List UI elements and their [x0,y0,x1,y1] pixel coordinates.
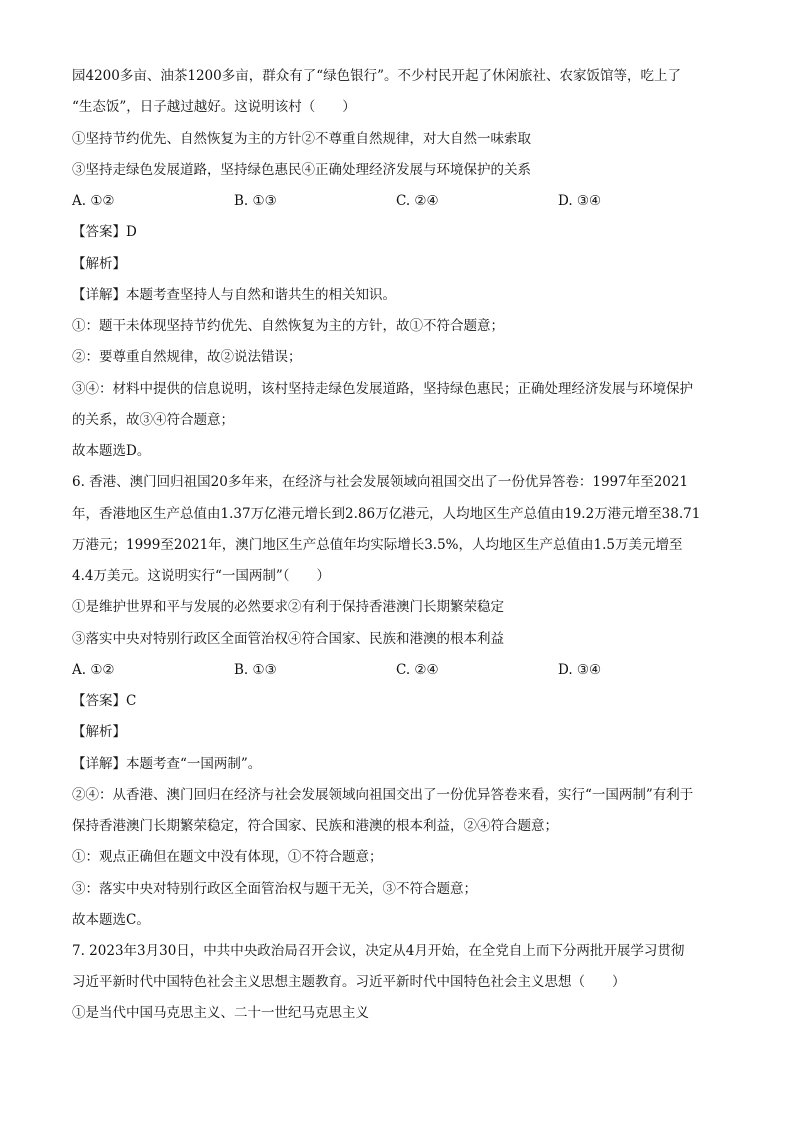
q6-detail-line-4: ①：观点正确但在题文中没有体现，①不符合题意； [72,849,383,865]
q5-option-b: B. ①③ [234,193,277,209]
q6-detail-line-2: ②④：从香港、澳门回归在经济与社会发展领域向祖国交出了一份优异答卷来看，实行“一国两制”有利于 [72,787,694,803]
q6-detail-line-5: ③：落实中央对特别行政区全面管治权与题干无关，③不符合题意； [72,881,477,897]
q5-detail-line-1: 【详解】本题考查坚持人与自然和谐共生的相关知识。 [72,287,396,303]
q5-detail-line-5: 的关系，故③④符合题意； [72,412,234,428]
q5-detail-line-3: ②：要尊重自然规律，故②说法错误； [72,349,302,365]
q6-analysis-label: 【解析】 [72,724,126,740]
q5-conclusion: 故本题选D。 [72,443,151,459]
q7-statement-line-1: ①是当代中国马克思主义、二十一世纪马克思主义 [72,1005,369,1021]
q5-answer: 【答案】D [72,224,137,240]
q6-option-b: B. ①③ [234,662,277,678]
q7-stem-line-1: 7. 2023年3月30日，中共中央政治局召开会议，决定从4月开始，在全党自上而下分两批开展学习贯彻 [72,943,685,959]
q6-stem-line-3: 万港元；1999至2021年，澳门地区生产总值年均实际增长3.5%，人均地区生产总值由1.5万美元增至 [72,537,683,553]
q5-options [72,192,732,210]
q6-statement-line-1: ①是维护世界和平与发展的必然要求②有利于保持香港澳门长期繁荣稳定 [72,599,504,615]
q5-option-d: D. ③④ [558,193,602,209]
q5-statement-line-2: ③坚持走绿色发展道路，坚持绿色惠民④正确处理经济发展与环境保护的关系 [72,162,531,178]
q6-stem-line-4: 4.4万美元。这说明实行“一国两制”（ ） [72,568,331,584]
q6-option-a: A. ①② [72,662,115,678]
q6-option-d: D. ③④ [558,662,602,678]
q6-detail-line-1: 【详解】本题考查“一国两制”。 [72,756,262,772]
q5-detail-line-2: ①：题干未体现坚持节约优先、自然恢复为主的方针，故①不符合题意； [72,318,504,334]
q7-stem-line-2: 习近平新时代中国特色社会主义思想主题教育。习近平新时代中国特色社会主义思想（ ） [72,974,626,990]
q6-stem-line-1: 6. 香港、澳门回归祖国20多年来，在经济与社会发展领域向祖国交出了一份优异答卷：1997年至2021 [72,474,689,490]
q5-statement-line-1: ①坚持节约优先、自然恢复为主的方针②不尊重自然规律，对大自然一味索取 [72,131,531,147]
q6-detail-line-3: 保持香港澳门长期繁荣稳定，符合国家、民族和港澳的根本利益，②④符合题意； [72,818,558,834]
q5-stem-line-2: “生态饭”，日子越过越好。这说明该村（ ） [72,99,356,115]
q6-stem-line-2: 年，香港地区生产总值由1.37万亿港元增长到2.86万亿港元，人均地区生产总值由19.2万港元增至38.71 [72,506,701,522]
q5-option-a: A. ①② [72,193,115,209]
q6-options [72,661,732,679]
q6-answer: 【答案】C [72,693,137,709]
q5-detail-line-4: ③④：材料中提供的信息说明，该村坚持走绿色发展道路，坚持绿色惠民；正确处理经济发展与环境保护 [72,381,693,397]
q5-analysis-label: 【解析】 [72,256,126,272]
q6-statement-line-2: ③落实中央对特别行政区全面管治权④符合国家、民族和港澳的根本利益 [72,631,504,647]
q6-conclusion: 故本题选C。 [72,912,150,928]
q6-option-c: C. ②④ [396,662,439,678]
q5-option-c: C. ②④ [396,193,439,209]
q5-stem-line-1: 园4200多亩、油茶1200多亩，群众有了“绿色银行”。不少村民开起了休闲旅社、农家饭馆等，吃上了 [72,68,682,84]
